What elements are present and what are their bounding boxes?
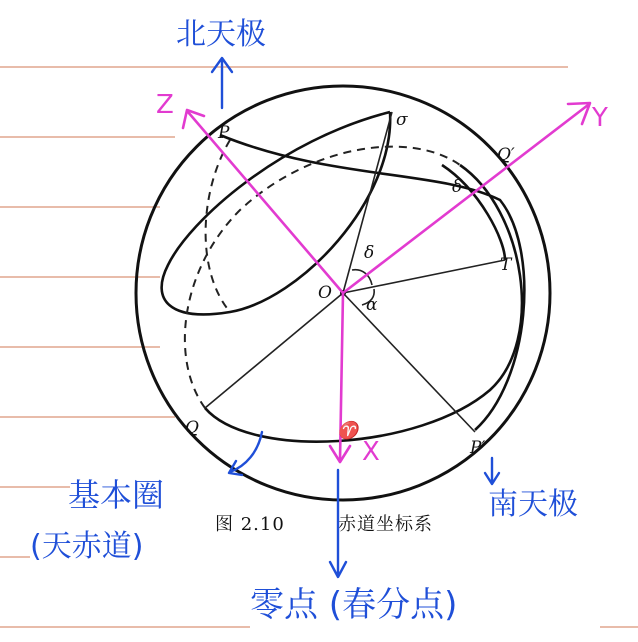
caption-number: 图 2.10 xyxy=(215,514,285,535)
radius-to-Q xyxy=(205,293,343,408)
north-pole-note: 北天极 xyxy=(176,17,266,52)
y-axis-line xyxy=(343,105,588,293)
label-delta-center: δ xyxy=(364,243,375,263)
label-O: O xyxy=(318,283,332,303)
caption-title: 赤道坐标系 xyxy=(338,514,433,535)
north-pole-arrow xyxy=(212,58,232,108)
celestial-equator-note: (天赤道) xyxy=(30,529,144,564)
radius-to-T xyxy=(343,260,505,293)
z-axis-line xyxy=(188,112,343,293)
label-P-prime: P′ xyxy=(470,438,486,458)
radius-to-sigma xyxy=(343,112,392,293)
figure-caption xyxy=(215,514,433,535)
label-Q: Q xyxy=(185,418,199,438)
zero-point-note: 零点 (春分点) xyxy=(250,585,458,625)
label-aries: ♈ xyxy=(337,421,359,441)
radius-to-P-prime xyxy=(343,293,475,432)
label-sigma: σ xyxy=(396,110,408,130)
label-T: T xyxy=(500,255,512,275)
label-alpha: α xyxy=(366,295,378,315)
handwritten-annotations xyxy=(30,17,578,625)
base-circle-note: 基本圈 xyxy=(68,476,165,514)
south-pole-note: 南天极 xyxy=(488,487,578,522)
x-axis-label: X xyxy=(362,437,380,467)
y-axis-label: Y xyxy=(592,103,608,133)
label-delta-upper: δ xyxy=(452,177,463,197)
declination-circle-back xyxy=(206,140,230,312)
label-Q-prime: Q′ xyxy=(497,145,515,165)
label-P: P xyxy=(218,123,230,143)
z-axis-label: Z xyxy=(156,90,174,120)
south-pole-arrow xyxy=(485,458,499,484)
